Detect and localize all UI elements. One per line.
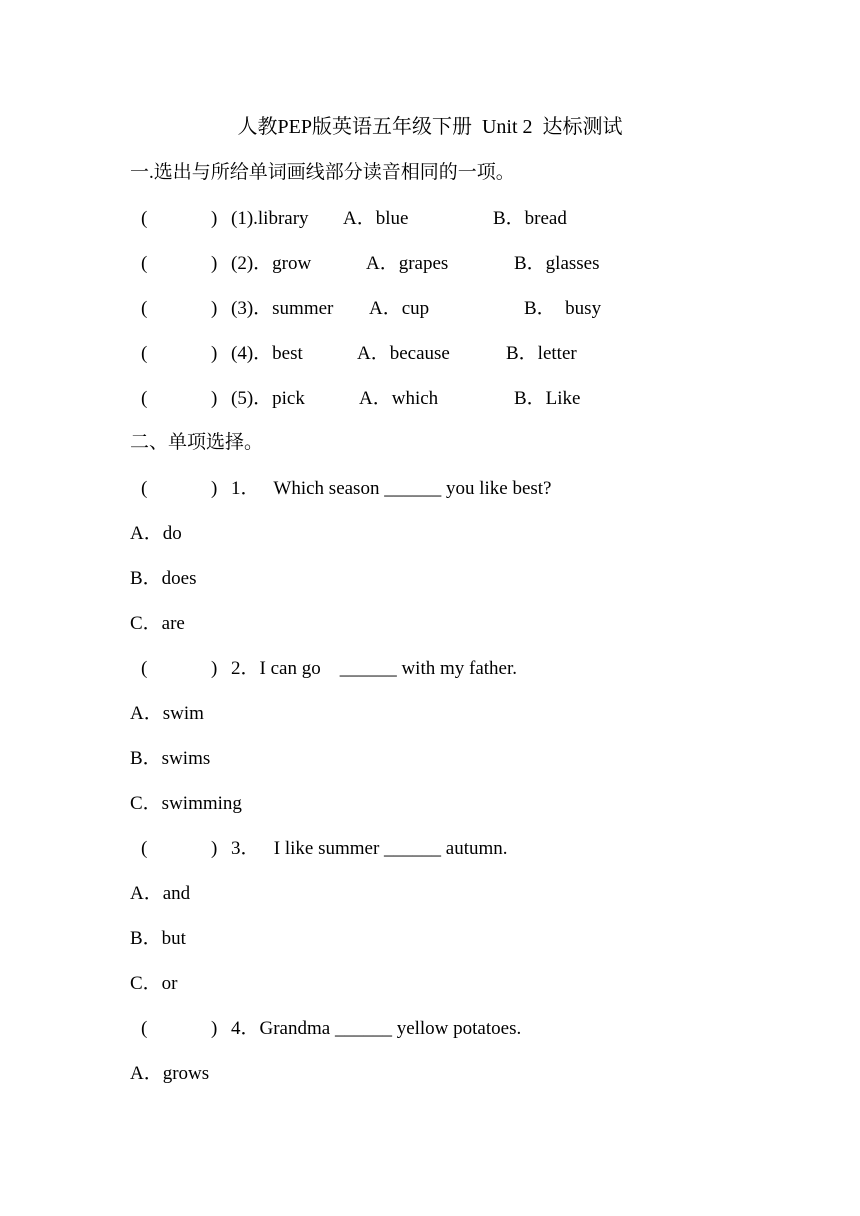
item-word: (3)．summer — [231, 298, 334, 319]
answer-paren-open: ( — [141, 388, 148, 409]
answer-paren-open: ( — [141, 838, 148, 859]
answer-paren-open: ( — [141, 253, 148, 274]
option-a: A．which — [359, 388, 439, 409]
option-b: B．glasses — [514, 253, 600, 274]
option-b: B．Like — [514, 388, 581, 409]
choice-option: A．and — [130, 883, 191, 904]
item-word: (1).library — [231, 208, 309, 229]
choice-option: B．but — [130, 928, 186, 949]
answer-paren-open: ( — [141, 478, 148, 499]
answer-paren-close: ) — [211, 388, 218, 409]
option-b: B． busy — [524, 298, 602, 319]
choice-option: B．swims — [130, 748, 211, 769]
section1-heading: 一.选出与所给单词画线部分读音相同的一项。 — [130, 162, 515, 183]
choice-option: A．swim — [130, 703, 204, 724]
answer-paren-close: ) — [211, 658, 218, 679]
answer-paren-open: ( — [141, 1018, 148, 1039]
option-a: A．because — [357, 343, 450, 364]
answer-paren-open: ( — [141, 658, 148, 679]
answer-paren-close: ) — [211, 208, 218, 229]
question-stem: 4．Grandma ______ yellow potatoes. — [231, 1018, 522, 1039]
option-a: A．blue — [343, 208, 409, 229]
choice-option: B．does — [130, 568, 197, 589]
answer-paren-open: ( — [141, 208, 148, 229]
question-stem: 1． Which season ______ you like best? — [231, 478, 552, 499]
section2-heading: 二、单项选择。 — [130, 432, 264, 453]
answer-paren-open: ( — [141, 298, 148, 319]
question-stem: 2．I can go ______ with my father. — [231, 658, 518, 679]
answer-paren-open: ( — [141, 343, 148, 364]
answer-paren-close: ) — [211, 838, 218, 859]
question-stem: 3． I like summer ______ autumn. — [231, 838, 508, 859]
item-word: (2)．grow — [231, 253, 312, 274]
option-a: A．cup — [369, 298, 430, 319]
answer-paren-close: ) — [211, 343, 218, 364]
answer-paren-close: ) — [211, 1018, 218, 1039]
option-b: B．bread — [493, 208, 567, 229]
choice-option: A．do — [130, 523, 182, 544]
page-title: 人教PEP版英语五年级下册 Unit 2 达标测试 — [237, 116, 623, 138]
choice-option: C．or — [130, 973, 178, 994]
choice-option: C．are — [130, 613, 185, 634]
answer-paren-close: ) — [211, 298, 218, 319]
answer-paren-close: ) — [211, 478, 218, 499]
option-b: B．letter — [506, 343, 577, 364]
answer-paren-close: ) — [211, 253, 218, 274]
item-word: (5)．pick — [231, 388, 305, 409]
choice-option: C．swimming — [130, 793, 242, 814]
option-a: A．grapes — [366, 253, 449, 274]
choice-option: A．grows — [130, 1063, 210, 1084]
item-word: (4)．best — [231, 343, 303, 364]
